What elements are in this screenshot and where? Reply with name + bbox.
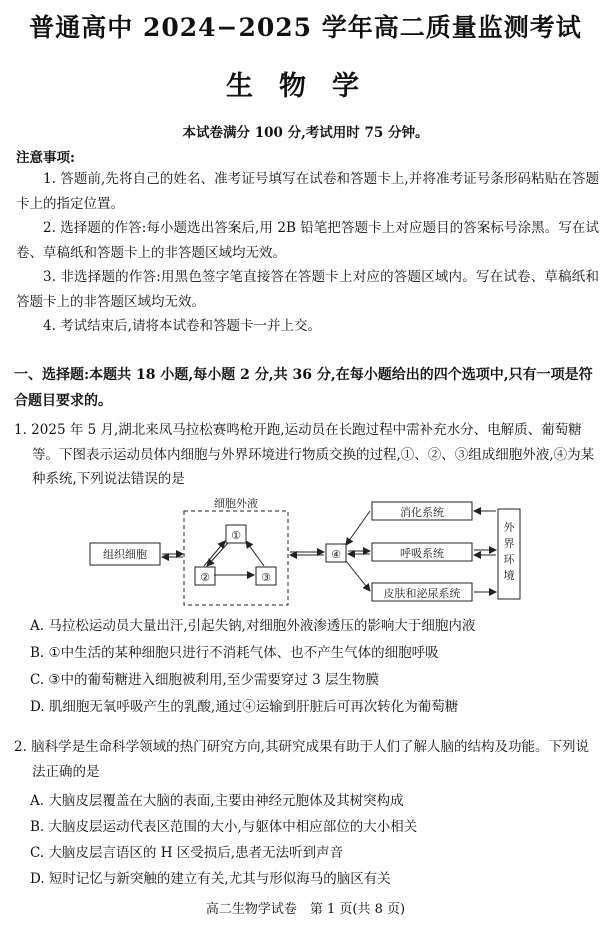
external-label: 外界环境	[503, 521, 515, 582]
question-1-stem: 1. 2025 年 5 月,湖北来凤马拉松赛鸣枪开跑,运动员在长跑过程中需补充水分、电解质、葡萄糖等。下图表示运动员体内细胞与外界环境进行物质交换的过程,①、②、③组成细胞外液,④为某种系统,下列说法错误的是	[14, 422, 595, 487]
digestive-label: 消化系统	[400, 506, 444, 519]
node-4-label: ④	[331, 548, 341, 561]
arrow-3-to-1	[246, 541, 264, 566]
node-1-label: ①	[231, 529, 241, 542]
tissue-cell-label: 组织细胞	[103, 548, 147, 561]
question-2-stem: 2. 脑科学是生命科学领域的热门研究方向,其研究成果有助于人们了解人脑的结构及功能。下列说法正确的是	[14, 739, 589, 780]
notice-item: 2. 选择题的作答:每小题选出答案后,用 2B 铅笔把答题卡上对应题目的答案标号涂黑。写在试卷、草稿纸和答题卡上的非答题区域均无效。	[16, 220, 599, 261]
notice-item: 3. 非选择题的作答:用黑色签字笔直接答在答题卡上对应的答题区域内。写在试卷、草稿纸和答题卡上的非答题区域均无效。	[16, 269, 599, 310]
notice-item: 1. 答题前,先将自己的姓名、准考证号填写在试卷和答题卡上,并将准考证号条形码粘贴在答题卡上的指定位置。	[16, 171, 599, 212]
arrow-2-to-1	[204, 541, 225, 566]
q1-option-b: B. ①中生活的某种细胞只进行不消耗气体、也不产生气体的细胞呼吸	[30, 645, 439, 661]
q1-option-a: A. 马拉松运动员大量出汗,引起失钠,对细胞外液渗透压的影响大于细胞内液	[30, 618, 476, 634]
node-2-label: ②	[200, 571, 210, 584]
ecf-label: 细胞外液	[214, 497, 258, 510]
arrow-digestive-4	[346, 511, 370, 545]
page-footer: 高二生物学试卷 第 1 页(共 8 页)	[205, 902, 406, 917]
arrow-1-to-2	[207, 543, 228, 566]
q2-option-a: A. 大脑皮层覆盖在大脑的表面,主要由神经元胞体及其树突构成	[30, 793, 404, 809]
excretory-label: 皮肤和泌尿系统	[383, 587, 461, 600]
q2-option-d: D. 短时记忆与新突触的建立有关,尤其与形似海马的脑区有关	[30, 871, 391, 887]
q2-option-b: B. 大脑皮层运动代表区范围的大小,与躯体中相应部位的大小相关	[30, 819, 418, 835]
q1-option-d: D. 肌细胞无氧呼吸产生的乳酸,通过④运输到肝脏后可再次转化为葡萄糖	[30, 699, 459, 715]
q1-option-c: C. ③中的葡萄糖进入细胞被利用,至少需要穿过 3 层生物膜	[30, 672, 379, 688]
notice-heading: 注意事项:	[16, 150, 75, 166]
q2-option-c: C. 大脑皮层言语区的 H 区受损后,患者无法听到声音	[30, 845, 344, 861]
subject-title: 生物学	[226, 71, 385, 102]
node-3-label: ③	[261, 571, 271, 584]
respiratory-label: 呼吸系统	[400, 547, 444, 560]
exam-info: 本试卷满分 100 分,考试用时 75 分钟。	[182, 125, 429, 141]
page-title: 普通高中 2024−2025 学年高二质量监测考试	[29, 13, 582, 42]
notice-item: 4. 考试结束后,请将本试卷和答题卡一并上交。	[43, 318, 321, 334]
exchange-diagram	[80, 497, 540, 609]
arrow-4-excretory	[346, 561, 370, 591]
section-heading: 一、选择题:本题共 18 小题,每小题 2 分,共 36 分,在每小题给出的四个选项中,只有一项是符合题目要求的。	[14, 367, 593, 409]
